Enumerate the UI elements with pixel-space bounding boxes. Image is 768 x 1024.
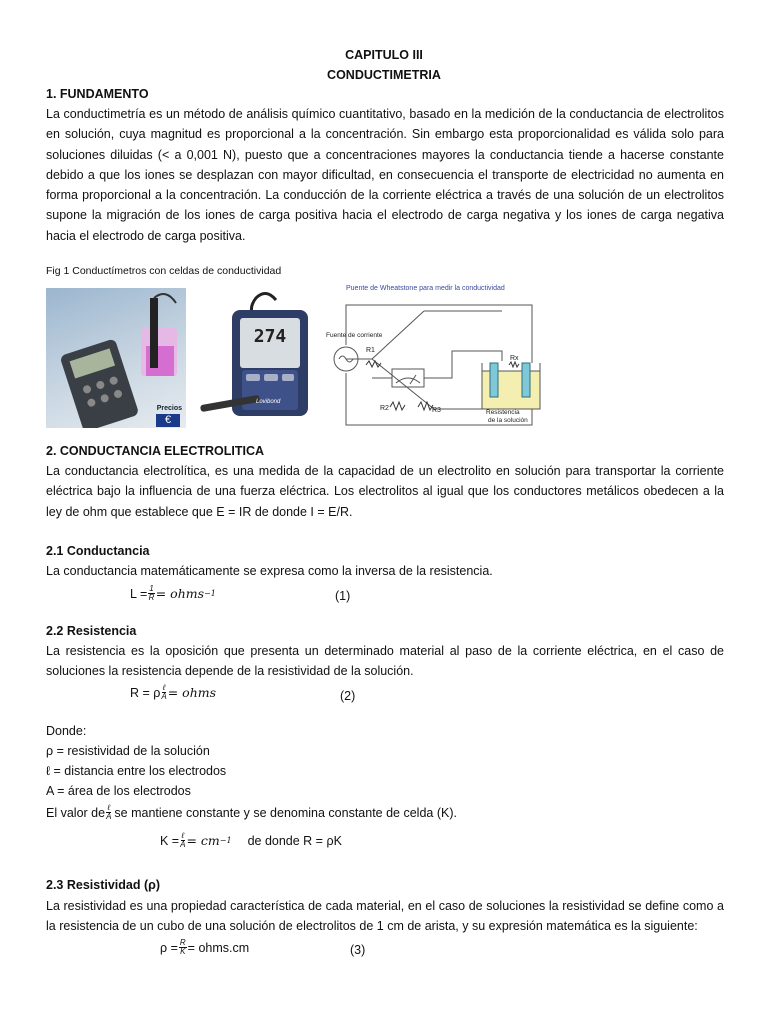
eq2-number: (2)	[340, 689, 356, 703]
meter-display-reading: 274	[253, 326, 287, 347]
figure-caption: Fig 1 Conductímetros con celdas de conductividad	[46, 265, 282, 277]
eq3-den: K	[180, 947, 186, 956]
equation-2	[130, 684, 216, 701]
section-1-heading: 1. FUNDAMENTO	[46, 87, 149, 101]
section-1-body: La conductimetría es un método de análisis químico cuantitativo, basado en la medición de la conductancia de electrolitos en solución, cuya magnitud es proporcional a la concentración. Sin embargo esta proporcionalidad es válida solo para soluciones diluidas (< a 0,001 N), puesto que a concentraciones mayores la conductancia tiende a hacerse constante debido a que los iones se desplazan con mayor dificultad, en consecuencia el transporte de electricidad no aumenta en forma proporcional a la concentración. La conducción de la corriente eléctrica a través de una solución de un electrolitos supone la migración de los iones de carga positiva hacia el electrodo de carga negativa y los iones de carga negativa hacia el electrodo de carga positiva.	[46, 107, 724, 243]
eq3-num: R	[179, 938, 186, 947]
eq3-rhs: = ohms.cm	[187, 940, 250, 955]
precios-label: Precios	[156, 405, 182, 412]
eq1-number: (1)	[335, 589, 351, 603]
rx-label: Rx	[510, 355, 519, 362]
eq1-num: 1	[149, 584, 154, 593]
donde-area: A = área de los electrodos	[46, 784, 191, 798]
diagram-title: Puente de Wheatstone para medir la conductividad	[346, 285, 505, 292]
eq2-rhs: = ohms	[167, 685, 217, 700]
valor-num: ℓ	[107, 803, 111, 812]
eq1-fraction	[148, 585, 154, 602]
eq1-lhs: L =	[130, 586, 148, 601]
chapter-title: CONDUCTIMETRIA	[327, 68, 441, 82]
section-23-heading: 2.3 Resistividad (ρ)	[46, 878, 161, 892]
valor-fraction	[106, 804, 111, 821]
donde-rho: ρ = resistividad de la solución	[46, 744, 210, 758]
meter-photo-1	[46, 288, 186, 428]
valor-line	[46, 804, 457, 821]
k-rhs: = cm	[186, 833, 220, 848]
meter-photo-2	[196, 288, 321, 428]
chapter-label: CAPITULO III	[345, 48, 423, 62]
r3-label: R3	[432, 407, 441, 414]
k-num: ℓ	[181, 831, 185, 840]
k-fraction	[180, 832, 185, 849]
valor-den: A	[106, 812, 112, 821]
equation-k	[160, 832, 342, 849]
eq2-fraction	[161, 684, 166, 701]
r1-label: R1	[366, 347, 375, 354]
eq1-den: R	[148, 593, 155, 602]
donde-ell: ℓ = distancia entre los electrodos	[46, 764, 227, 778]
k-den: A	[180, 840, 186, 849]
r2-label: R2	[380, 405, 389, 412]
equation-3	[160, 939, 249, 956]
meter-brand: Lovibond	[256, 399, 281, 405]
cell-label-2: de la solución	[488, 417, 528, 424]
equation-1	[130, 585, 216, 602]
eq3-lhs: ρ =	[160, 940, 178, 955]
section-2-body: La conductancia electrolítica, es una medida de la capacidad de un electrolito en solución para transportar la corriente eléctrica bajo la influencia de una fuerza eléctrica. Los electrolitos al igual que los conductores metálicos obedecen a la ley de ohm que establece que E = IR de donde I = E/R.	[46, 464, 724, 519]
eq1-rhs: = ohms	[155, 586, 205, 601]
section-22-heading: 2.2 Resistencia	[46, 624, 137, 638]
eq2-lhs: R = ρ	[130, 685, 161, 700]
cell-label-1: Resistencia	[486, 409, 520, 416]
section-22-body: La resistencia es la oposición que presenta un determinado material al paso de la corriente eléctrica, en el caso de soluciones la resistencia depende de la resistividad de la solución.	[46, 644, 724, 679]
wheatstone-diagram	[324, 283, 554, 433]
donde-label: Donde:	[46, 724, 87, 738]
section-21-heading: 2.1 Conductancia	[46, 544, 150, 558]
k-exp: −1	[219, 836, 232, 845]
k-lhs: K =	[160, 833, 180, 848]
section-2-heading: 2. CONDUCTANCIA ELECTROLITICA	[46, 444, 265, 458]
eq2-num: ℓ	[162, 683, 166, 692]
valor-pre: El valor de	[46, 805, 106, 820]
eq3-fraction	[179, 939, 187, 956]
eq2-den: A	[161, 692, 167, 701]
source-label: Fuente de corriente	[326, 332, 383, 339]
section-21-body: La conductancia matemáticamente se expresa como la inversa de la resistencia.	[46, 564, 493, 578]
eq3-number: (3)	[350, 943, 366, 957]
k-tail: de donde R = ρK	[247, 833, 342, 848]
valor-post: se mantiene constante y se denomina constante de celda (K).	[114, 805, 457, 820]
euro-badge: €	[156, 414, 180, 427]
eq1-exp: −1	[204, 589, 216, 598]
section-23-body: La resistividad es una propiedad característica de cada material, en el caso de soluciones la resistividad se define como a la resistencia de un cubo de una solución de electrolitos de 1 cm de arista, y su expresión matemática es la siguiente:	[46, 899, 724, 934]
